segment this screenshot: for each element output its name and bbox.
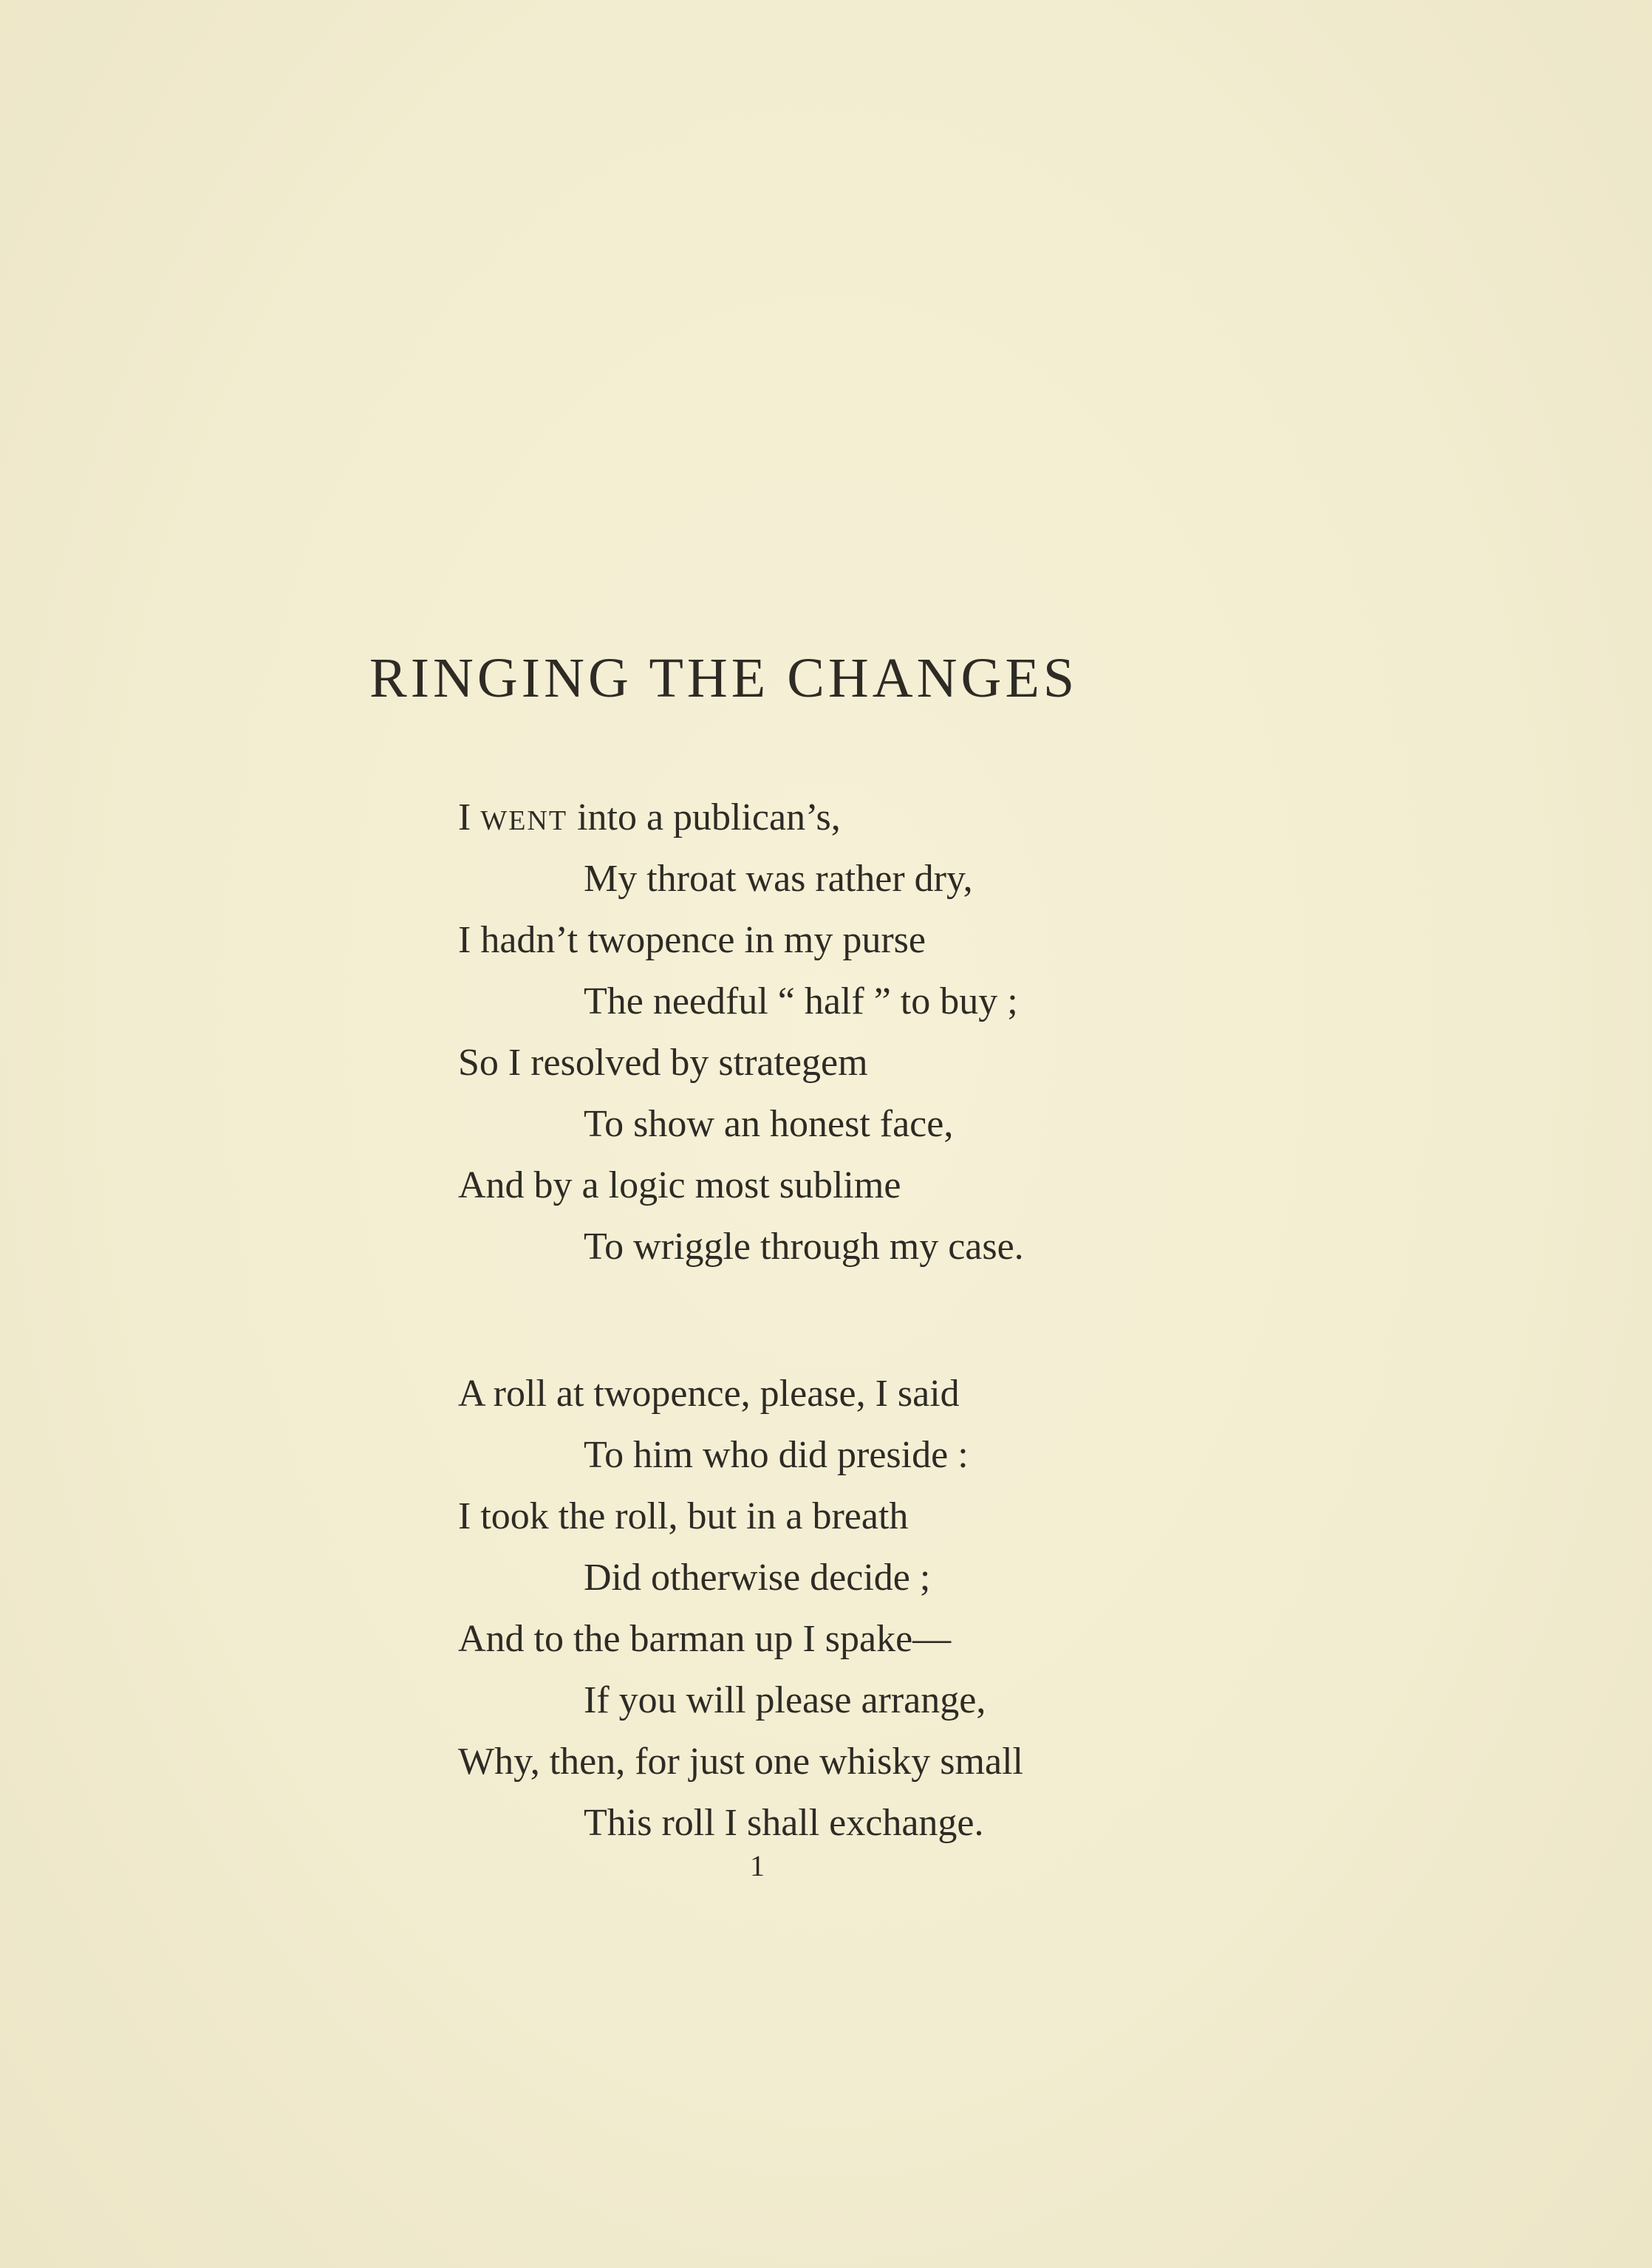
- poem-line: My throat was rather dry,: [584, 858, 973, 900]
- poem-line: And by a logic most sublime: [458, 1164, 901, 1206]
- poem-line: To show an honest face,: [584, 1103, 954, 1145]
- poem-line: And to the barman up I spake—: [458, 1618, 952, 1660]
- poem-line: A roll at twopence, please, I said: [458, 1373, 960, 1415]
- poem-line: If you will please arrange,: [584, 1679, 986, 1721]
- poem-line: I hadn’t twopence in my purse: [458, 919, 926, 961]
- line-remainder: into a publican’s,: [567, 796, 841, 838]
- poem-line: The needful “ half ” to buy ;: [584, 980, 1018, 1022]
- poem-line: To him who did preside :: [584, 1434, 969, 1476]
- poem-line: I took the roll, but in a breath: [458, 1495, 909, 1537]
- poem-line: This roll I shall exchange.: [584, 1802, 984, 1844]
- poem-line: To wriggle through my case.: [584, 1226, 1024, 1268]
- line-opening-word: I: [458, 796, 481, 838]
- poem-title: RINGING THE CHANGES: [369, 647, 1079, 709]
- poem-line: Why, then, for just one whisky small: [458, 1741, 1023, 1783]
- stanza-2: [458, 1363, 1023, 1854]
- page-number: 1: [750, 1849, 765, 1882]
- poem-line: Did otherwise decide ;: [584, 1557, 931, 1599]
- poem-line: [458, 787, 1024, 848]
- line-smallcaps-word: WENT: [480, 805, 568, 836]
- stanza-1: [458, 787, 1024, 1277]
- poem-line: So I resolved by strategem: [458, 1042, 868, 1084]
